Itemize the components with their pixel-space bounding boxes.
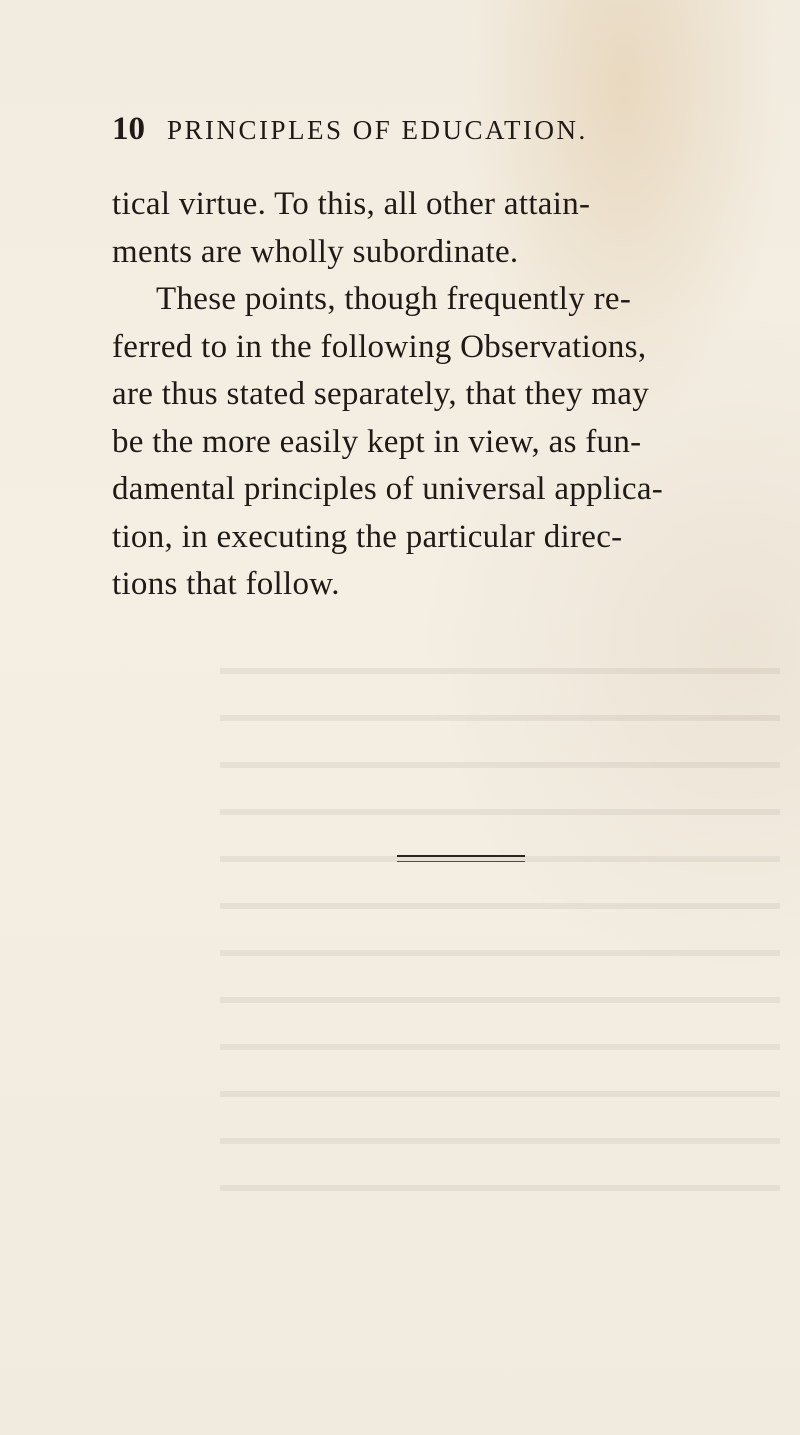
text-line: damental principles of universal applica-	[112, 471, 664, 507]
section-divider	[397, 855, 525, 857]
text-line: tical virtue. To this, all other attain-	[112, 186, 591, 222]
text-line: These points, though frequently re-	[156, 281, 632, 317]
text-line: ferred to in the following Observations,	[112, 328, 647, 365]
text-line: ments are wholly subordinate.	[112, 233, 519, 270]
text-line: are thus stated separately, that they may	[112, 376, 650, 412]
text-line: tion, in executing the particular direc-	[112, 518, 623, 555]
page-number: 10	[112, 111, 145, 147]
text-line: be the more easily kept in view, as fun-	[112, 423, 642, 460]
body-text	[112, 181, 792, 609]
page-header	[112, 111, 760, 151]
bleed-through-texture	[220, 640, 780, 1200]
running-head: PRINCIPLES OF EDUCATION.	[167, 115, 588, 145]
section-divider-thin	[397, 861, 525, 862]
text-line: tions that follow.	[112, 566, 340, 602]
